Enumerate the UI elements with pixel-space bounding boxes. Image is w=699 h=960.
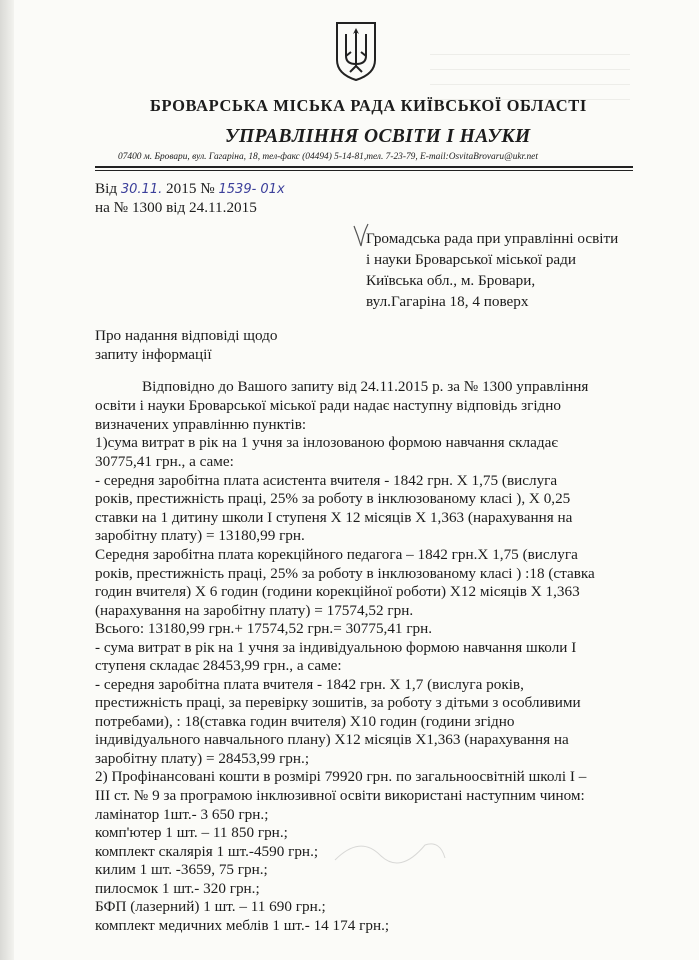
body-line: 2) Профінансовані кошти в розмірі 79920 грн. по загальноосвітній школі І – [95,768,587,785]
contact-address: 07400 м. Бровари, вул. Гагаріна, 18, тел-факс (04494) 5-14-81,тел. 7-23-79, E-mail:OsvitaBrovaru@ukr.net [118,152,538,162]
body-line: заробітну плату) = 13180,99 грн. [95,527,305,544]
body-line: визначених управлінню пунктів: [95,416,307,433]
list-item: комп'ютер 1 шт. – 11 850 грн.; [95,824,288,841]
recipient-line: Громадська рада при управлінні освіти [366,230,619,247]
incoming-ref: на № 1300 від 24.11.2015 [95,199,257,216]
body-line: годин вчителя) Х 6 годин (години корекційної роботи) Х12 місяців Х 1,363 [95,583,580,600]
body-line: років, престижність праці, 25% за роботу в інклюзованому класі ) :18 (ставка [95,565,595,582]
body-line: потребами), : 18(ставка годин вчителя) Х10 годин (години згідно [95,713,515,730]
body-line: престижність праці, за перевірку зошитів, за роботу з дітьми з особливими [95,694,581,711]
outgoing-ref [95,180,285,198]
faint-signature-bleed [330,830,450,870]
body-line: 1)сума витрат в рік на 1 учня за інлозованою формою навчання складає [95,434,558,451]
recipient-line: і науки Броварської міської ради [366,251,577,268]
ref-prefix: Від [95,180,118,197]
coat-of-arms-icon [334,20,378,82]
department-name: УПРАВЛІННЯ ОСВІТИ І НАУКИ [225,126,531,147]
list-item: БФП (лазерний) 1 шт. – 11 690 грн.; [95,898,326,915]
body-line: заробітну плату) = 28453,99 грн.; [95,750,310,767]
scan-edge-shadow [0,0,14,960]
list-item: комплект скалярія 1 шт.-4590 грн.; [95,843,319,860]
bleed-through [430,40,630,100]
body-line: (нарахування на заробітну плату) = 17574,52 грн. [95,602,414,619]
header-rule-thick [95,166,633,168]
body-line: ставки на 1 дитину школи І ступеня Х 12 місяців Х 1,363 (нарахування на [95,509,573,526]
list-item: пилосмок 1 шт.- 320 грн.; [95,880,260,897]
organization-name: БРОВАРСЬКА МІСЬКА РАДА КИЇВСЬКОЇ ОБЛАСТІ [150,96,587,115]
body-line: ступеня складає 28453,99 грн., а саме: [95,657,342,674]
recipient-block [366,228,618,312]
list-item: комплект медичних меблів 1 шт.- 14 174 грн.; [95,917,390,934]
ref-year: 2015 № [166,180,215,197]
subject-line: Про надання відповіді щодо [95,327,278,344]
handwritten-day: 30.11. [120,182,163,197]
recipient-line: Київська обл., м. Бровари, [366,272,536,289]
body-line: 30775,41 грн., а саме: [95,453,234,470]
body-line: освіти і науки Броварської міської ради надає наступну відповідь згідно [95,397,561,414]
body-line: ІІІ ст. № 9 за програмою інклюзивної освіти використані наступним чином: [95,787,585,804]
body-line: Відповідно до Вашого запиту від 24.11.2015 р. за № 1300 управління [142,378,589,395]
header-rule-thin [95,170,633,171]
body-line: - середня заробітна плата асистента вчителя - 1842 грн. Х 1,75 (вислуга [95,472,558,489]
subject-line: запиту інформації [95,346,212,363]
list-item: ламінатор 1шт.- 3 650 грн.; [95,806,269,823]
body-line: років, престижність праці, 25% за роботу в інклюзованому класі ), Х 0,25 [95,490,571,507]
body-line: Середня заробітна плата корекційного педагога – 1842 грн.Х 1,75 (вислуга [95,546,578,563]
recipient-line: вул.Гагаріна 18, 4 поверх [366,293,529,310]
handwritten-number: 1539- 01х [218,182,285,197]
body-line: - середня заробітна плата вчителя - 1842 грн. Х 1,7 (вислуга років, [95,676,524,693]
body-line: Всього: 13180,99 грн.+ 17574,52 грн.= 30775,41 грн. [95,620,433,637]
body-line: - сума витрат в рік на 1 учня за індивідуальною формою навчання школи І [95,639,577,656]
body-line: індивідуального навчального плану) Х12 місяців Х1,363 (нарахування на [95,731,569,748]
list-item: килим 1 шт. -3659, 75 грн.; [95,861,268,878]
